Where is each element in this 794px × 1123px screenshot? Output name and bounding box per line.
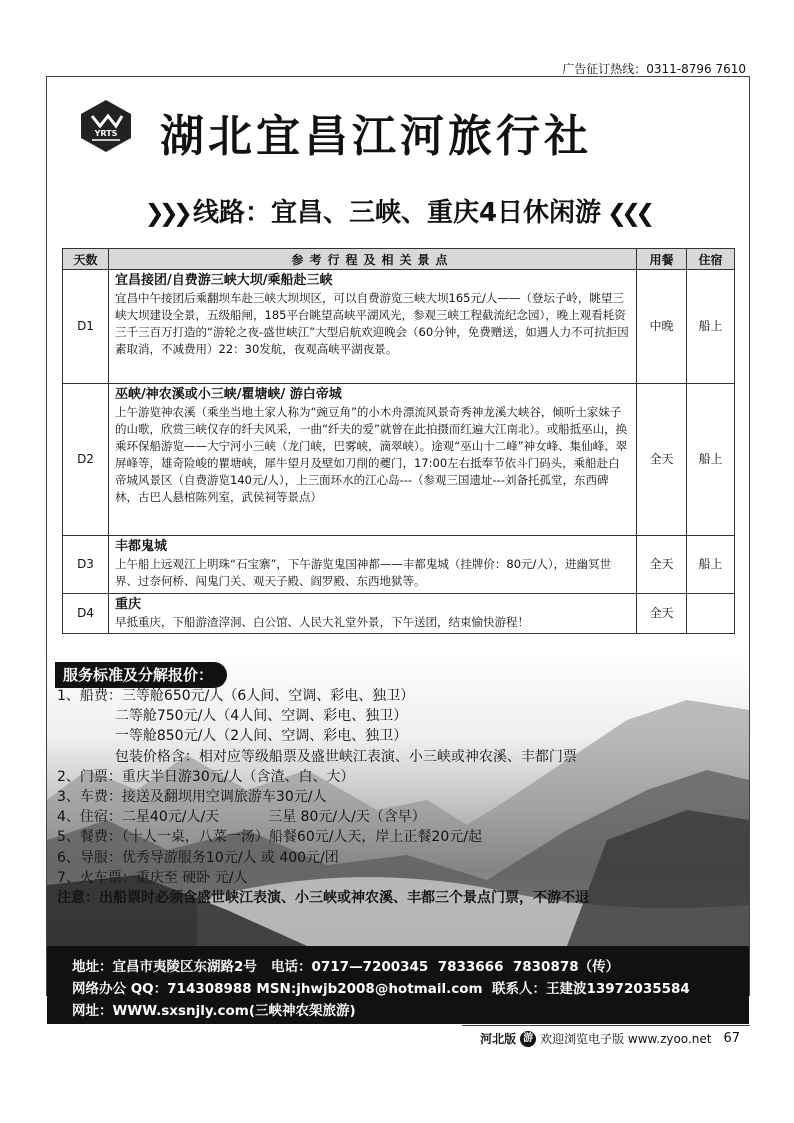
- footer-site[interactable]: 欢迎浏览电子版 www.zyoo.net: [540, 1032, 712, 1046]
- ad-hotline: 广告征订热线：0311-8796 7610: [562, 62, 746, 76]
- row-description: 早抵重庆，下船游渣滓洞、白公馆、人民大礼堂外景，下午送团，结束愉快游程！: [115, 615, 529, 629]
- route-title-line: [0, 192, 794, 229]
- row-lodging: [687, 594, 735, 634]
- service-pricing-panel: [47, 650, 749, 946]
- row-lodging: 船上: [687, 270, 735, 384]
- contact-online: 网络办公 QQ：714308988 MSN:jhwjb2008@hotmail.com 联系人：王建波13972035584: [72, 981, 690, 997]
- row-headline: 重庆: [115, 597, 142, 612]
- table-row: [63, 384, 735, 536]
- service-title: 服务标准及分解报价：: [55, 662, 227, 688]
- service-lines: [57, 686, 589, 908]
- table-header-row: [63, 249, 735, 270]
- contact-info: [72, 956, 690, 1022]
- contact-address: 地址：宜昌市夷陵区东湖路2号 电话：0717—7200345 7833666 7830878（传）: [72, 959, 620, 975]
- row-itinerary: [109, 384, 637, 536]
- service-line: 5、餐费：（十人一桌，八菜一汤）船餐60元/人天，岸上正餐20元/起: [57, 829, 482, 846]
- row-day: D3: [63, 536, 109, 594]
- row-itinerary: [109, 270, 637, 384]
- service-line: 包装价格含：相对应等级船票及盛世峡江表演、小三峡或神农溪、丰都门票: [57, 748, 577, 765]
- row-meals: 全天: [637, 594, 687, 634]
- route-arrows-left: ❯❯❯: [144, 199, 187, 227]
- row-day: D4: [63, 594, 109, 634]
- zyoo-badge-icon: 游: [520, 1031, 536, 1047]
- header-meals: 用餐: [637, 249, 687, 270]
- service-line: 7、火车票：重庆至 硬卧 元/人: [57, 869, 248, 886]
- row-description: 上午游览神农溪（乘坐当地土家人称为“豌豆角”的小木舟漂流风景奇秀神龙溪大峡谷，倾听土家妹子的山歌，欣赏三峡仅存的纤夫风采，一曲“纤夫的爱”就曾在此拍摄而红遍大江南北）。或船抵巫山，换乘环保船游览——大宁河小三峡（龙门峡，巴雾峡，滴翠峡）。途观“巫山十二峰”神女峰、集仙峰、翠屏峰等，雄奇险峻的瞿塘峡，犀牛望月及壁如刀削的夔门，17:00左右抵奉节依斗门码头，乘船赴白帝城风景区（自费游览140元/人），上三面环水的江心岛---（参观三国遗址---刘备托孤堂，东西碑林，古巴人悬棺陈列室，武侯祠等景点）: [115, 405, 628, 504]
- row-lodging: 船上: [687, 536, 735, 594]
- route-arrows-right: ❮❮❮: [607, 199, 650, 227]
- row-day: D1: [63, 270, 109, 384]
- row-headline: 巫峡/神农溪或小三峡/瞿塘峡/ 游白帝城: [115, 387, 342, 402]
- itinerary-table: [62, 248, 735, 634]
- service-line: 1、船费：三等舱650元/人（6人间、空调、彩电、独卫）: [57, 688, 415, 704]
- row-day: D2: [63, 384, 109, 536]
- service-line: 2、门票：重庆半日游30元/人（含渣、白、大）: [57, 768, 355, 785]
- row-description: 宜昌中午接团后乘翻坝车赴三峡大坝坝区，可以自费游览三峡大坝165元/人——（登坛子岭，眺望三峡大坝建设全景，五级船闸，185平台眺望高峡平湖风光，参观三峡工程截流纪念园），晚上观看耗资三千三百万打造的“游轮之夜-盛世峡江”大型启航欢迎晚会（60分钟，免费赠送，如遇人力不可抗拒因素取消，不减费用）22：30发航，夜观高峡平湖夜景。: [115, 291, 629, 356]
- row-description: 上午船上远观江上明珠“石宝寨”，下午游览鬼国神都——丰都鬼城（挂牌价：80元/人），进幽冥世界、过奈何桥、闯鬼门关、观天子殿、阎罗殿、东西地狱等。: [115, 557, 612, 588]
- route-title: 线路：宜昌、三峡、重庆4日休闲游: [192, 198, 602, 228]
- table-row: [63, 536, 735, 594]
- service-line: 二等舱750元/人（4人间、空调、彩电、独卫）: [57, 708, 408, 725]
- table-row: [63, 270, 735, 384]
- row-meals: 中晚: [637, 270, 687, 384]
- service-line: 一等舱850元/人（2人间、空调、彩电、独卫）: [57, 728, 408, 745]
- header-lodging: 住宿: [687, 249, 735, 270]
- header-itinerary: 参考行程及相关景点: [109, 249, 637, 270]
- agency-logo: [78, 98, 134, 154]
- footer-edition: 河北版: [480, 1032, 517, 1046]
- page-footer: [480, 1030, 740, 1047]
- row-headline: 丰都鬼城: [115, 539, 168, 554]
- row-lodging: 船上: [687, 384, 735, 536]
- service-note: 注意：出船票时必须含盛世峡江表演、小三峡或神农溪、丰都三个景点门票，不游不退: [57, 890, 589, 907]
- row-headline: 宜昌接团/自费游三峡大坝/乘船赴三峡: [115, 273, 333, 288]
- top-divider: [46, 76, 750, 77]
- row-meals: 全天: [637, 536, 687, 594]
- row-itinerary: [109, 594, 637, 634]
- footer-divider: [462, 1025, 750, 1026]
- service-line: 6、导服：优秀导游服务10元/人 或 400元/团: [57, 849, 339, 866]
- table-row: [63, 594, 735, 634]
- agency-name: 湖北宜昌江河旅行社: [160, 111, 592, 162]
- page-number: 67: [723, 1031, 740, 1046]
- row-meals: 全天: [637, 384, 687, 536]
- header-day: 天数: [63, 249, 109, 270]
- row-itinerary: [109, 536, 637, 594]
- agency-logo-text: YRTS: [94, 129, 118, 138]
- service-line: 4、住宿：二星40元/人/天 三星 80元/人/天（含早）: [57, 809, 426, 826]
- service-line: 3、车费：接送及翻坝用空调旅游车30元/人: [57, 789, 327, 806]
- contact-website[interactable]: 网址：WWW.sxsnjly.com(三峡神农架旅游): [72, 1003, 356, 1019]
